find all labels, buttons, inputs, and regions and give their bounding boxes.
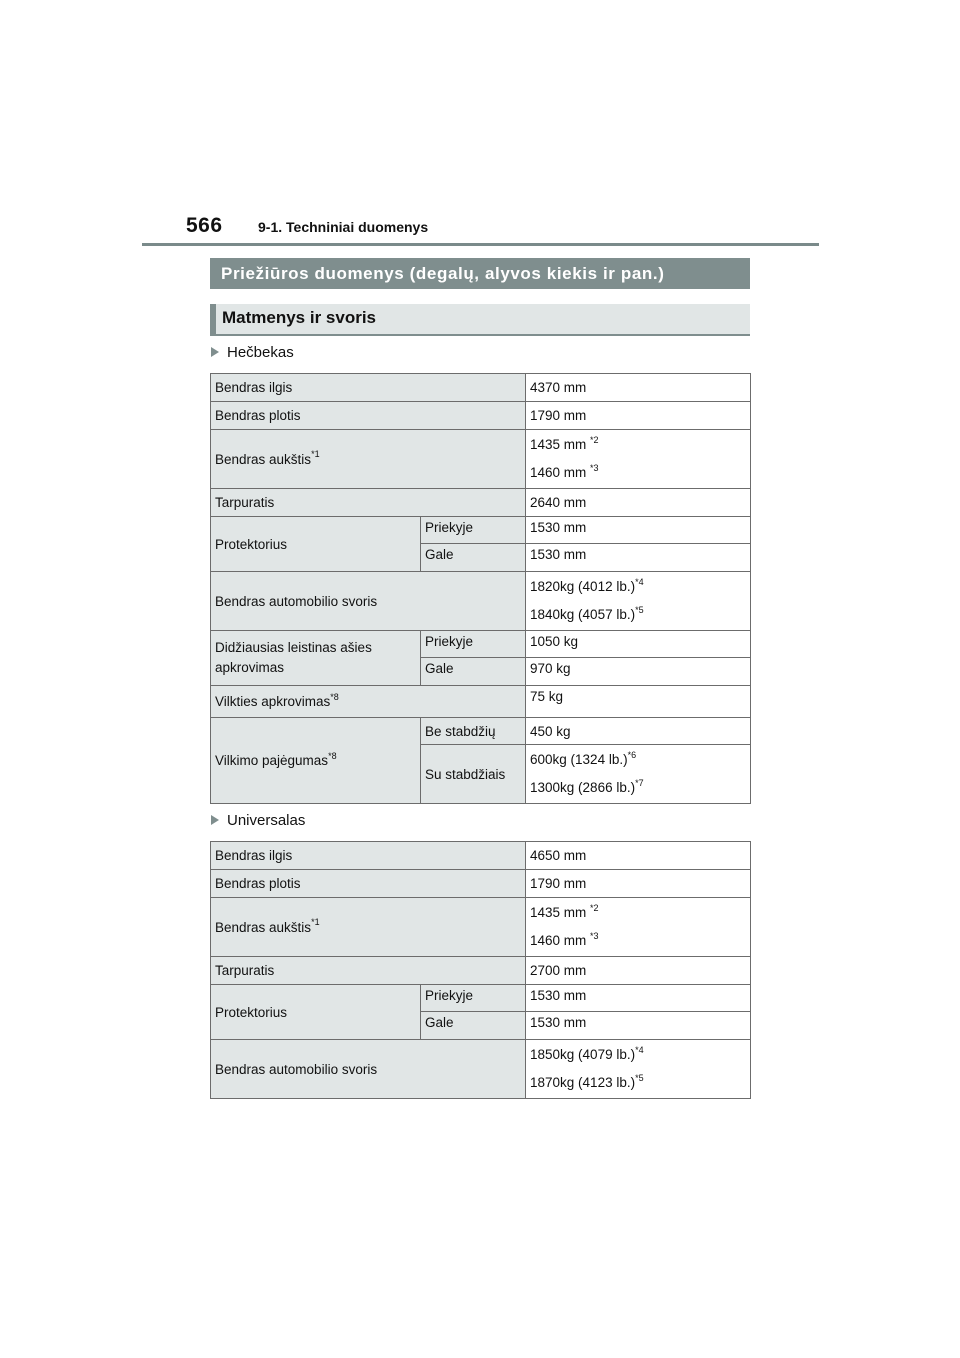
- footnote-ref: *1: [311, 449, 320, 459]
- hatchback-heading: [211, 344, 294, 362]
- subsection-banner: Matmenys ir svoris: [210, 304, 750, 336]
- value-line: 1460 mm $^{*3}$: [530, 462, 599, 480]
- triangle-bullet-icon: [211, 347, 219, 357]
- value-line: 1850kg (4079 lb.)$^{*4}$: [530, 1044, 644, 1062]
- footnote-ref: *4: [635, 576, 644, 587]
- footnote-ref: *5: [635, 604, 644, 615]
- wheelbase-label: Tarpuratis: [211, 489, 526, 517]
- footnote-ref: *8: [328, 750, 337, 761]
- table-row: [211, 430, 751, 489]
- towing-brakes-value: [526, 745, 751, 804]
- value-line: 600kg (1324 lb.)$^{*6}$: [530, 749, 637, 767]
- value-line: 1870kg (4123 lb.)$^{*5}$: [530, 1072, 644, 1090]
- triangle-bullet-icon: [211, 815, 219, 825]
- overall-width-label: Bendras plotis: [211, 402, 526, 430]
- tread-label: Protektorius: [211, 985, 421, 1040]
- axle-load-front-label: Priekyje: [421, 631, 526, 658]
- section-banner: Priežiūros duomenys (degalų, alyvos kiekis ir pan.): [210, 258, 750, 289]
- towing-no-brakes-value: 450 kg: [526, 718, 751, 745]
- wheelbase-value: 2700 mm: [526, 957, 751, 985]
- tread-front-label: Priekyje: [421, 517, 526, 544]
- wheelbase-label: Tarpuratis: [211, 957, 526, 985]
- table-row: [211, 489, 751, 517]
- tread-rear-value: 1530 mm: [526, 1012, 751, 1040]
- value-line: 1460 mm $^{*3}$: [530, 930, 599, 948]
- value-line: 1435 mm $^{*2}$: [530, 434, 599, 452]
- table-row: [211, 718, 751, 745]
- wagon-heading-text: Universalas: [227, 812, 306, 829]
- vehicle-weight-value: [526, 1040, 751, 1099]
- footnote-ref: *2: [590, 902, 599, 913]
- hatchback-spec-table: [210, 373, 751, 804]
- table-row: [211, 572, 751, 631]
- page-number: 566: [186, 214, 223, 237]
- wagon-heading: [211, 812, 305, 830]
- table-row: [211, 870, 751, 898]
- overall-height-label: [211, 430, 526, 489]
- overall-height-value: [526, 898, 751, 957]
- tread-rear-value: 1530 mm: [526, 544, 751, 572]
- header-rule: [142, 243, 819, 246]
- towing-capacity-label: Vilkimo pajėgumas$^{*8}$: [211, 718, 421, 804]
- value-line: 1820kg (4012 lb.)$^{*4}$: [530, 576, 644, 594]
- vehicle-weight-value: [526, 572, 751, 631]
- vehicle-weight-label: Bendras automobilio svoris: [211, 572, 526, 631]
- towing-no-brakes-label: Be stabdžių: [421, 718, 526, 745]
- footnote-ref: *7: [635, 777, 644, 788]
- overall-height-label-text: Bendras aukštis: [215, 451, 312, 467]
- footnote-ref: *8: [330, 691, 339, 702]
- towbar-load-value: 75 kg: [526, 686, 751, 718]
- hatchback-heading-text: Hečbekas: [227, 344, 294, 361]
- overall-length-value: 4650 mm: [526, 842, 751, 870]
- footnote-ref: *4: [635, 1044, 644, 1055]
- overall-length-label: Bendras ilgis: [211, 842, 526, 870]
- footnote-ref: *3: [590, 930, 599, 941]
- table-row: [211, 374, 751, 402]
- tread-front-value: 1530 mm: [526, 985, 751, 1012]
- footnote-ref: *1: [311, 917, 320, 927]
- towing-brakes-label: Su stabdžiais: [421, 745, 526, 804]
- tread-rear-label: Gale: [421, 544, 526, 572]
- footnote-ref: *6: [627, 749, 637, 760]
- tread-front-value: 1530 mm: [526, 517, 751, 544]
- tread-rear-label: Gale: [421, 1012, 526, 1040]
- table-row: [211, 898, 751, 957]
- axle-load-label: Didžiausias leistinas ašies apkrovimas: [211, 631, 421, 686]
- chapter-title: 9-1. Techniniai duomenys: [258, 219, 429, 235]
- towbar-load-label: Vilkties apkrovimas$^{*8}$: [211, 686, 526, 718]
- overall-width-value: 1790 mm: [526, 402, 751, 430]
- wagon-spec-table: [210, 841, 751, 1099]
- overall-length-label: Bendras ilgis: [211, 374, 526, 402]
- table-row: [211, 842, 751, 870]
- value-line: 1300kg (2866 lb.)$^{*7}$: [530, 777, 644, 795]
- table-row: [211, 1040, 751, 1099]
- vehicle-weight-label: Bendras automobilio svoris: [211, 1040, 526, 1099]
- table-row: [211, 631, 751, 658]
- overall-width-label: Bendras plotis: [211, 870, 526, 898]
- table-row: [211, 985, 751, 1012]
- footnote-ref: *2: [590, 434, 599, 445]
- value-line: 1840kg (4057 lb.)$^{*5}$: [530, 604, 644, 622]
- axle-load-front-value: 1050 kg: [526, 631, 751, 658]
- table-row: [211, 686, 751, 718]
- tread-front-label: Priekyje: [421, 985, 526, 1012]
- axle-load-rear-label: Gale: [421, 658, 526, 686]
- overall-width-value: 1790 mm: [526, 870, 751, 898]
- overall-height-label: Bendras aukštis$^{*1}$: [211, 898, 526, 957]
- footnote-ref: *3: [590, 462, 599, 473]
- wheelbase-value: 2640 mm: [526, 489, 751, 517]
- footnote-ref: *5: [635, 1072, 644, 1083]
- table-row: [211, 402, 751, 430]
- tread-label: Protektorius: [211, 517, 421, 572]
- axle-load-rear-value: 970 kg: [526, 658, 751, 686]
- value-line: 1435 mm $^{*2}$: [530, 902, 599, 920]
- table-row: [211, 957, 751, 985]
- overall-length-value: 4370 mm: [526, 374, 751, 402]
- table-row: [211, 517, 751, 544]
- overall-height-value: [526, 430, 751, 489]
